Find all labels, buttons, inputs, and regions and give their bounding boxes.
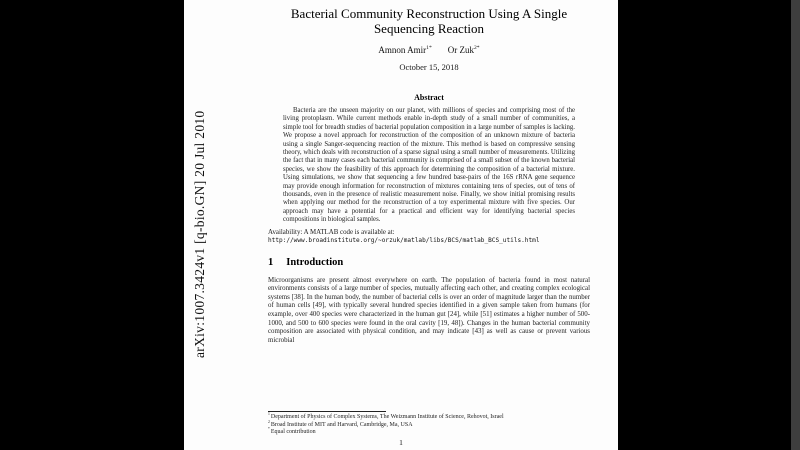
abstract-heading: Abstract — [414, 93, 444, 102]
abstract-text: Bacteria are the unseen majority on our planet, with millions of species and comprising most of the living protoplasm. While current methods enable in-depth study of a small number of communities, a simple tool for breadth studies of bacterial population composition in a large number of samples is lacking. We propose a novel approach for reconstruction of the composition of an unknown mixture of bacteria using a single Sanger-sequencing reaction of the mixture. This method is based on compressive sensing theory, which deals with reconstruction of a sparse signal using a small number of measurements. Utilizing the fact that in many cases each bacterial community is comprised of a small subset of the known bacterial species, we show the feasibility of this approach for determining the composition of a bacterial mixture. Using simulations, we show that sequencing a few hundred base-pairs of the 16S rRNA gene sequence may provide enough information for reconstruction of mixtures containing tens of species, out of tens of thousands, even in the presence of realistic measurement noise. Finally, we show initial promising results when applying our method for the reconstruction of a toy experimental mixture with five species. Our approach may have a potential for a practical and efficient way for identifying bacterial species compositions in biological samples. — [283, 107, 575, 224]
footnote-1-text: Department of Physics of Complex Systems, The Weizmann Institute of Science, Rehovot, Israel — [270, 414, 504, 421]
author-line — [268, 45, 590, 55]
footnotes — [268, 411, 590, 437]
section-heading — [268, 257, 590, 268]
section-title: Introduction — [286, 256, 344, 268]
page-number: 1 — [399, 438, 403, 447]
author-2-name: Or Zuk — [447, 45, 474, 55]
section-number: 1 — [268, 256, 274, 268]
footnote-equal-contribution — [268, 429, 590, 437]
author-1 — [378, 45, 431, 55]
introduction-text: Microorganisms are present almost everywhere on earth. The population of bacteria found in most natural environments consists of a large number of species, mutually affecting each other, and creating complex ecological systems [38]. In the human body, the number of bacterial cells is over an order of magnitude larger than the number of human cells [49], with typically several hundred species identified in a given sample taken from humans (for example, over 400 species were characterized in the human gut [24], while [51] estimates a higher number of 500-1000, and 500 to 600 species were found in the oral cavity [19, 48]). Changes in the human bacterial community composition are associated with physical condition, and may indicate [43] as well as cause or prevent various microbial — [268, 276, 590, 344]
footnote-2-text: Broad Institute of MIT and Harvard, Cambridge, Ma, USA — [270, 421, 413, 428]
footnote-1 — [268, 414, 590, 422]
footnote-2-marker: 2 — [268, 419, 270, 424]
author-2 — [448, 45, 480, 55]
footnote-rule — [268, 411, 386, 412]
author-2-affiliation-mark: 2* — [474, 45, 480, 51]
availability-label: Availability: A MATLAB code is available at: — [268, 228, 395, 236]
window-edge-strip — [791, 0, 800, 450]
paper-title: Bacterial Community Reconstruction Using A Single Sequencing Reaction — [290, 6, 568, 36]
footnote-1-marker: 1 — [268, 412, 270, 417]
footnote-3-text: Equal contribution — [270, 429, 316, 436]
availability-url-link[interactable]: http://www.broadinstitute.org/~orzuk/matlab/libs/BCS/matlab_BCS_utils.html — [268, 236, 540, 244]
footnote-2 — [268, 419, 590, 430]
arxiv-stamp: arXiv:1007.3424v1 [q-bio.GN] 20 Jul 2010 — [192, 110, 207, 358]
author-1-affiliation-mark: 1* — [426, 45, 432, 51]
author-1-name: Amnon Amir — [378, 45, 427, 55]
paper-date: October 15, 2018 — [399, 62, 459, 72]
paper-page — [184, 0, 618, 450]
footnote-3-marker: * — [268, 427, 270, 432]
paper-content — [268, 0, 590, 345]
